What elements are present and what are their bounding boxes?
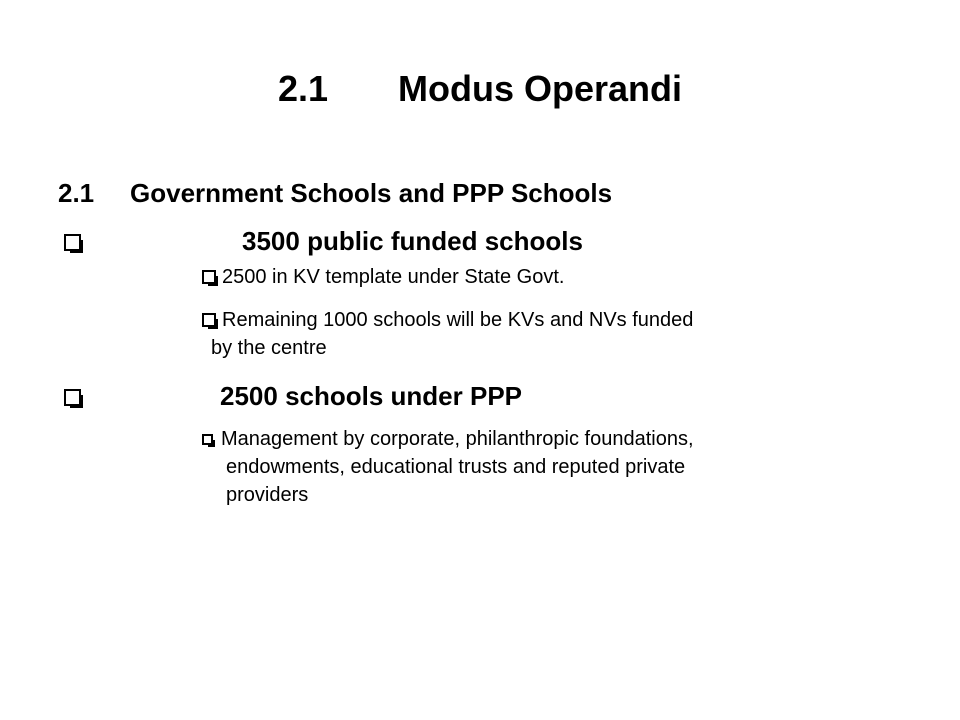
title-text: Modus Operandi <box>397 68 682 109</box>
section-heading-text: Government Schools and PPP Schools <box>130 178 613 208</box>
sub-bullet-line2: by the centre <box>211 337 327 359</box>
sub-bullet-line <box>202 306 905 334</box>
bullet-ppp <box>64 381 523 412</box>
sub-bullet-line3: providers <box>226 484 309 506</box>
sub-bullet-text: 2500 in KV template under State Govt. <box>222 266 565 288</box>
sub-bullet-line <box>202 425 905 453</box>
box-bullet-icon <box>64 389 81 406</box>
sub-bullet-kv-template <box>202 263 905 291</box>
box-bullet-icon <box>202 270 216 284</box>
section-heading <box>58 178 612 209</box>
box-bullet-icon <box>202 434 213 445</box>
box-bullet-icon <box>202 313 216 327</box>
sub-bullet-line1: Management by corporate, philanthropic foundations, <box>221 428 694 450</box>
bullet-public-funded <box>64 226 583 257</box>
sub-bullet-management <box>202 425 905 509</box>
bullet-text: 2500 schools under PPP <box>220 381 523 411</box>
section-number: 2.1 <box>58 178 95 208</box>
title-number: 2.1 <box>277 68 329 109</box>
sub-bullet-remaining-schools <box>202 306 905 362</box>
slide-title <box>0 68 960 110</box>
box-bullet-icon <box>64 234 81 251</box>
sub-bullet-line2: endowments, educational trusts and reputed private <box>226 456 686 478</box>
sub-bullet-line1: Remaining 1000 schools will be KVs and NVs funded <box>222 309 694 331</box>
bullet-text: 3500 public funded schools <box>242 226 583 256</box>
